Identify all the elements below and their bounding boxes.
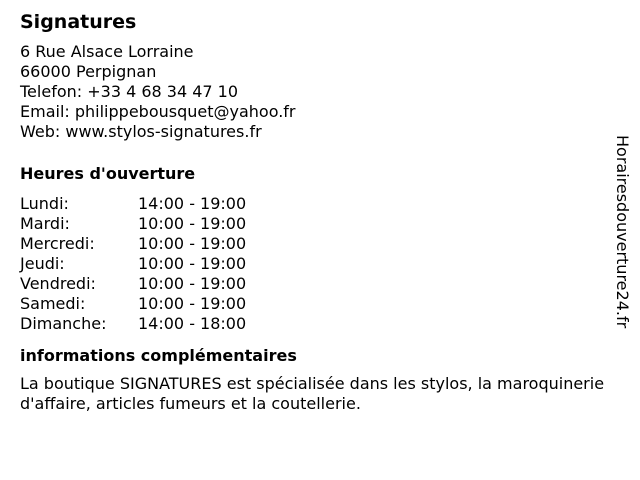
contact-block [20,42,610,142]
day-label: Vendredi: [20,274,96,293]
hours-row-samedi [20,294,610,314]
additional-info-title: informations complémentaires [20,346,297,365]
time-range: 10:00 - 19:00 [138,254,247,273]
hours-row-dimanche [20,314,610,334]
hours-row-lundi [20,194,610,214]
hours-row-jeudi [20,254,610,274]
phone-line: Telefon: +33 4 68 34 47 10 [20,82,239,101]
web-line: Web: www.stylos-signatures.fr [20,122,262,141]
time-range: 14:00 - 18:00 [138,314,247,333]
time-range: 10:00 - 19:00 [138,234,247,253]
time-range: 10:00 - 19:00 [138,214,247,233]
site-watermark: Horairesdouverture24.fr [613,135,632,329]
opening-hours-table [20,194,610,334]
hours-row-mardi [20,214,610,234]
address-line-1: 6 Rue Alsace Lorraine [20,42,194,61]
address-line-2: 66000 Perpignan [20,62,157,81]
day-label: Dimanche: [20,314,107,333]
day-label: Lundi: [20,194,69,213]
day-label: Samedi: [20,294,86,313]
day-label: Mercredi: [20,234,95,253]
hours-row-mercredi [20,234,610,254]
hours-row-vendredi [20,274,610,294]
business-name: Signatures [20,11,137,33]
time-range: 14:00 - 19:00 [138,194,247,213]
email-line: Email: philippebousquet@yahoo.fr [20,102,296,121]
day-label: Mardi: [20,214,70,233]
time-range: 10:00 - 19:00 [138,294,247,313]
opening-hours-title: Heures d'ouverture [20,164,196,183]
time-range: 10:00 - 19:00 [138,274,247,293]
business-card [20,10,610,414]
day-label: Jeudi: [20,254,65,273]
additional-info-text: La boutique SIGNATURES est spécialisée dans les stylos, la maroquinerie d'affaire, articles fumeurs et la coutellerie. [20,374,605,413]
